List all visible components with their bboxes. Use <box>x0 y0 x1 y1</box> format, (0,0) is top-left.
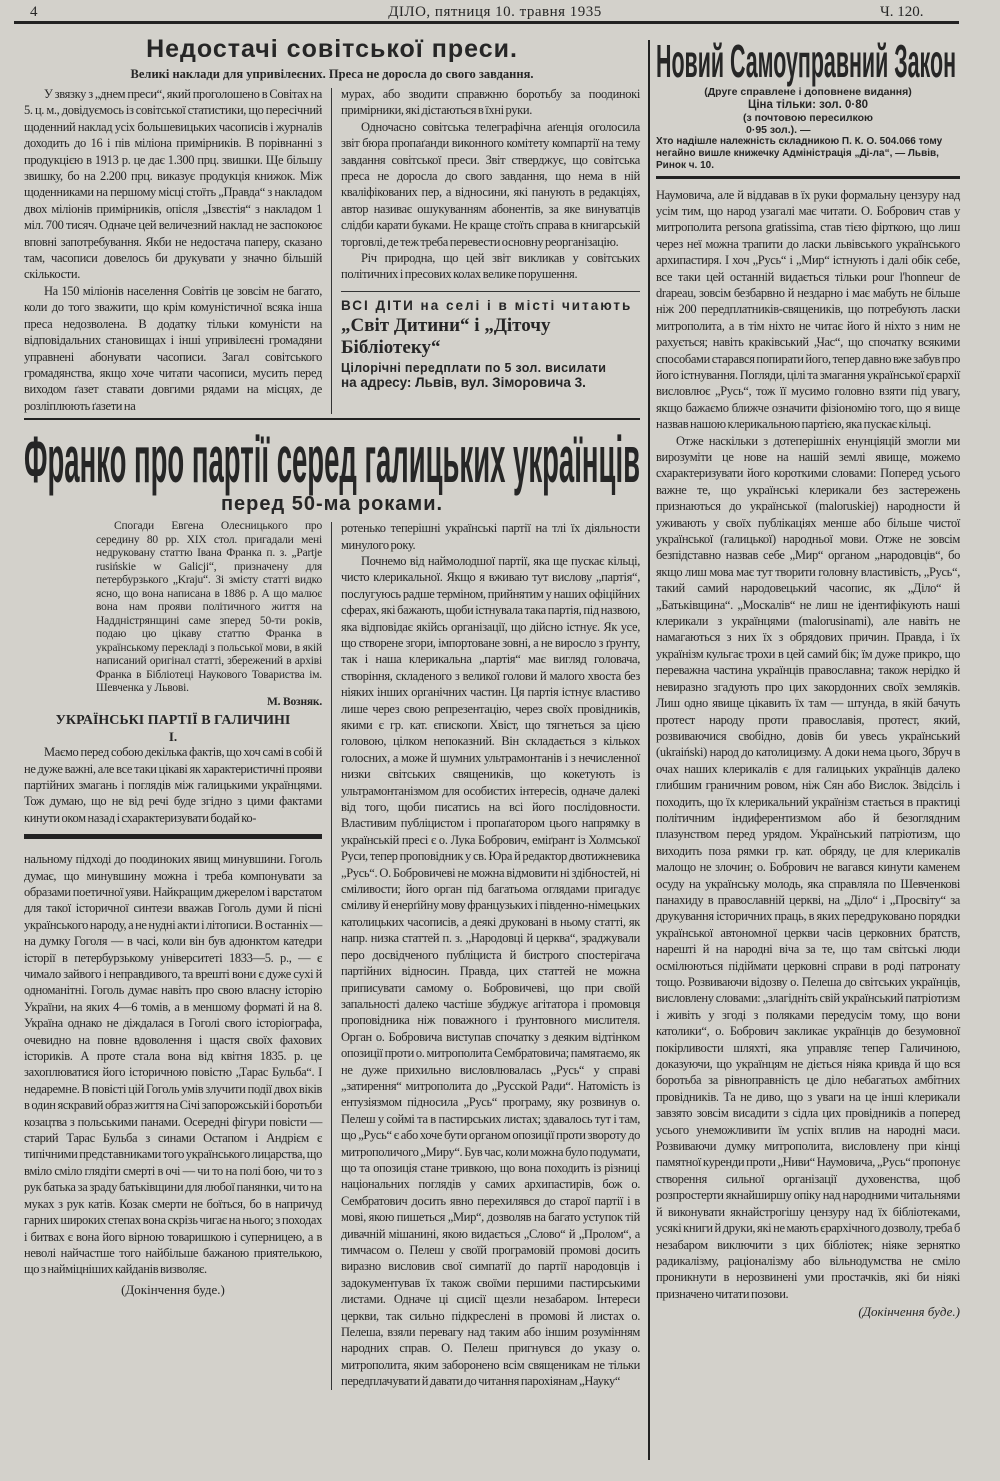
lower-left-stack <box>24 520 322 1298</box>
continued-note-left: (Докінчення буде.) <box>121 1281 225 1297</box>
ad-law-title-box <box>656 36 960 86</box>
section-text-box <box>24 744 322 826</box>
section-text: Маємо перед собою декілька фактів, що хоч самі в собі й не дуже важні, але все таки цікаві як характеристичні прояви партійних змагань і поглядів між галицькими українцями. Тож думаю, що не від речі буде згідно з цими фактами кинути оком назад і схарактеризувати бодай ко- <box>24 745 322 825</box>
masthead-rule <box>14 21 959 24</box>
article2-subtitle: перед 50-ма роками. <box>220 493 444 516</box>
paragraph: Річ природна, що цей звіт викликав у совітських політичних і пресових колах велике порушення. <box>341 251 640 282</box>
left-block <box>24 34 640 1390</box>
paragraph: Наумовича, але й віддавав в їх руки формальну цензуру над усім тим, що народ узагалі має читати. О. Бобрович став у митрополита persona gratissima, став тією фірткою, що лиш через неї можна трапити до ласки львівського українського архипастиря. І хоч „Русь“ і „Мир“ істнують і далі обік себе, все таки цей останній видається тільки pour l'honneur de drapeau, зовсім безбарвно й нездарно і має мабуть не більше ніж 200 передплатників-священиків, що потребують ласки митрополита, а в тім ніхто не читає його й ніхто з ним не рахується; навіть краківський „Час“, що спочатку всякими способами старався попирати його, тепер давно вже забув про його істнування. Погляди, цілі та змагання української єрархії висловлює „Русь“, тож її мусимо головно взяти під увагу, якщо бажаємо ближче означити фізіономію того, що я вище назвав нашою клерикальною партією, яка пускає кільці. <box>656 187 960 432</box>
article2-column3 <box>656 187 960 1303</box>
article2-intro <box>96 520 322 709</box>
ad-law-postage-amount: 0·95 зол.). — <box>746 123 811 136</box>
ad-line3: Цілорічні передплати по 5 зол. висилати <box>341 360 607 375</box>
article2-body <box>24 520 640 1390</box>
column-divider-lower <box>331 522 332 1390</box>
article1-column2 <box>341 86 640 283</box>
article2-title-box <box>24 422 640 497</box>
paragraph: Одночасно совітська телеграфічна аґенція оголосила звіт бюра пропаґанди виконного комітету компартії на тему завдання совітської преси. Звіт стверджує, що совітська преса не доросла до свого завдання, що нема в ній кваліфікованих пер, а відносини, які панують в редакціях, автор називає ошукуванням абонентів, за яке винуватців слідби карати буками. Не краще стоїть справа в книгарській торговлі, де теж треба перевести основну реорганізацію. <box>341 119 640 249</box>
ad-law-title: Новий Самоуправний Закон <box>656 35 956 87</box>
article1-title: Недостачі совітської преси. <box>146 35 518 63</box>
article2-column2 <box>341 520 640 1390</box>
article2-title: Франко про партії серед галицьких українців <box>24 422 640 497</box>
masthead-title: ДІЛО, пятниця 10. травня 1935 <box>388 4 602 20</box>
page-number: 4 <box>30 4 38 20</box>
paragraph: нальному підході до поодиноких явищ минувшини. Гоголь думає, що минувшину можна і треба компонувати за образами поетичної уяви. Найкращим джерелом і варстатом для такої історичної синтези вважав Гоголь думи й пісні українського народу, а не нудні акти і літописи. В останніх — на думку Гоголя — в часі, коли він був адюнктом катедри історії в петербурзькому університеті 1833—5. р., — є чимало зайвого і неправдивого, та врешті вони є дуже сухі й одноманітні. Гоголь думає навіть про свою власну історію України, на яких 4—6 томів, а в меншому форматі й на 8. Україна однако не діждалася в Гоголі свого історіографа, очевидно на повне вдоволення і щастя своїх фахових істориків. А проте стала вона від квітня 1835. р. це захоплюватися його історичною повістю „Тарас Бульба“. І недаремне. В повісті цій Гоголь умів злучити події двох віків в один яскравий образ життя на Січі запорожській і боротьби козацтва з польськими панами. Осередні фігури повісти — старий Тарас Бульба з синами Остапом і Андрієм є типічними представниками того українського лицарства, що вміло сміло глядіти смерті в очі — чи то на полі бою, чи то з рук батька за зраду батьківщини для любої панянки, чи то на муках з рук катів. Козак смерти не боїться, бо в напричуд гарних широких степах вона скрізь чигає на нього; з походах і битвах є вона його вірною товаришкою і суперницею, а в неволі найчастше того найбільше бажаною приятелькою, що з найміцніших кайданів визволяє. <box>24 852 322 1277</box>
article1-column1 <box>24 86 322 414</box>
continued-note-right: (Докінчення буде.) <box>858 1304 960 1320</box>
article1-subtitle: Великі наклади для упривілеєних. Преса не доросла до свого завдання. <box>130 67 534 81</box>
paragraph: ротенько теперішні українські партії на тлі їх діяльности минулого року. <box>341 521 640 552</box>
paragraph: Почнемо від наймолодшої партії, яка ще пускає кільці, чисто клерикальної. Якщо я вживаю тут вислову „партія“, послугуюсь радше терміном, прийнятим у наших офіційних сферах, які бажають, щоби істнувала така партія, під назвою, яка відповідає якійсь організації, що дійсно істнує. Як усе, що створене згори, імпортоване зовні, а не виросло з ґрунту, так і наша клерикальна „партія“ має вигляд головача, створіння, складеного з великої голови й малого хвоста без ніяких інших органічних частин. Ця партія істнує властиво лише через свою репрезентацію, через своїх провідників, якими є гр. кат. єпископи. Хвіст, що тягнеться за цією головою, цілком непоказний. Він складається з кількох голосних, а може й шумних ультрамонтанів і з нечисленної низки світських священиків, що кокетують із ультрамонтанізмом для особистих інтересів, одначе далекі від того, щоби писатись на всі його послідовности. Властивим публіцистом і пропаґатором цього напрямку в українській пресі є о. Лука Бобрович, еміґрант із Холмської Руси, тепер проповідник у св. Юра й редактор двотижневика „Русь“. О. Бобровичеві не можна відмовити ні здібностей, ні сміливости; його орган під багатьома оглядами пригадує сміливу й енерґійну мову французьких і південно-німецьких католицьких часописів, а деякі друковані в ньому статті, як напр. низка статтей п. з. „Народовці й церква“, зраджували перо досвідченого публіциста й бистрого спостерігача партійних відносин. Правда, цих статтей не можна приписувати самому о. Бобровичеві, що при своїй запальності далеко частіше збуджує агітатора і промовця проповідника ніж поважного і ґрунтовного мислителя. Орган о. Бобровича виступав спочатку з деяким відтінком опозиції проти о. митрополита Сембратовича; памятаємо, як не дуже прихильно висловлювалась „Русь“ у справі „затирення“ митрополита до „Русской Ради“. Натомість із ентузіязмом підносила „Русь“ програму, яку розвинув о. Пелеш у соймі та в пастирських листах; здавалось тут і там, що „Русь“ є або хоче бути органом опозиції проти звороту до митрополичого „Миру“. Був час, коли можна було подумати, що та опозиція стане тривкою, що вона походить із різниці національних поглядів у самих архипастирів, бож о. Сембратович досить явно перехилявся до старої партії і в мові, якою пишеться „Мир“, дозволяв на багато уступок тій дивачній мішанині, якою видається „Слово“ й „Пролом“, а тимчасом о. Пелеш у своїй програмовій промові досить виразно висловив свої симпатії до партії народовців і задокументував їх також своїми першими пастирськими листами. Одначе ці сцисії щезли незабаром. Інтереси церкви, так сильно підкреслені в промові й листах о. Пелеша, взяли перевагу над таким або іншим розумінням народних справ. О. Пелеш пригнувся до указу о. митрополита, яким заборонено всім священикам не тільки передплачувати й давати до читання парохіянам „Науку“ <box>341 553 640 1389</box>
ad-children-magazines <box>341 291 640 390</box>
ad-law-rule <box>656 176 960 179</box>
section-number: I. <box>168 729 178 745</box>
column-divider <box>331 88 332 414</box>
issue-number: Ч. 120. <box>880 4 924 20</box>
ad-law-price: Ціна тільки: зол. 0·80 <box>747 98 869 111</box>
intro-signature: М. Возняк. <box>267 695 322 708</box>
section-rule <box>24 418 640 420</box>
feuilleton-rule <box>24 834 322 839</box>
ad-line2: „Світ Дитини“ і „Діточу Бібліотеку“ <box>341 314 551 358</box>
column-divider-right <box>648 40 650 1460</box>
article1-body <box>24 86 640 414</box>
article3-column1 <box>24 851 322 1278</box>
right-block <box>656 36 960 1320</box>
ad-law-edition: (Друге справлене і доповнене видання) <box>704 86 912 98</box>
paragraph: На 150 міліонів населення Совітів це зовсім не багато, коли до того зважити, що крім комуністичної всяка інша преса недозволена. В додатку тільки комуністи на відповідальних становищах і інші упривілеєні громадяни управнені абонувати часописи. Загал совітського громадянства, якщо хоче читати часописи, мусить перед виходом ґазет ставати довгими рядами на місцях, де розліплюють ґазети на <box>24 283 322 413</box>
ad-line1: ВСІ ДІТИ на селі і в місті читають <box>341 297 633 313</box>
ad-law-order-info: Хто надішле належність складникою П. К. О. 504.066 тому негайно вишле книжечку Адміністрація „Ді-ла“, — Львів, Ринок ч. 10. <box>656 135 943 171</box>
article1-right-stack <box>341 86 640 390</box>
ad-law-postage: (з почтовою пересилкою <box>742 111 873 124</box>
paragraph: У звязку з „днем преси“, який проголошено в Совітах на 5. ц. м., довідуємось із совітської статистики, що пересічний щоденний наклад усіх большевицьких часописів і журналів доходить до 16 і пів міліона примірників. В порівнанні з продукцією в 1913 р. це дає 1.300 прц. звишки. Ще більшу звишку, бо на 2.200 прц. виказує продукція книжок. Між щоденниками на першому місці стоїть „Правда“ з накладом двох міліонів примірників, опісля „Ізвєстія“ з накладом 1 міл. 700 тисяч. Одначе цей величезний наклад не заспокоює вповні запотребування. Якби не недостача паперу, сказано там, часописи довелось би друкувати у значно більшій скількости. <box>24 87 322 282</box>
paragraph: Отже наскільки з дотеперішніх енунціяцій змогли ми вирозуміти це нове на нашій землі явище, можемо схарактеризувати його короткими словами: Поперед усього важне те, що українські клерикали без застережень признаються до української (maloruskiej) народности й уживають у своїх публікаціях менше або більше чистої української (галицької) народньої мови. Отже не зовсім безпідставно назвав себе „Мир“ органом „народовців“, бо якщо лиш мова має тут творити головну властивість, „Русь“, такий самий народовецький часопис, як „Діло“ й „Батьківщина“. „Москалів“ не лиш не ідентифікують наші клерикали з українцями (malorusinami), але навіть не намагаються з них їх з обрядових причин. Правда, і їх українізм кульгає трохи в цей самий бік; їм дуже прикро, що переважна частина українців православна; також нерідко й невиразно згадують про цих закордонних своїх земляків. Лиш одно явище цікавить їх там — штунда, в якій бачуть протест народу проти православія, протест, який, розвиваючися свобідно, довів би увесь український (ukraiński) народ до католицизму. А доки нема цього, Збруч в очах наших клерикалів є для галицьких українців далеко глибшим граничним ровом, ніж Сян або Вислок. Звідсіль і походить, що їх клерикальний українізм стається в практиці політичним індиферентизмом або й безоглядним плазунством перед урядом. Український патріотизм, що виходить поза рямки гр. кат. обряду, це для клерикалів малощо не злочин; о. Бобрович не вагався кинути каменем осуду на українську молодь, яка справляла по Шевченкові панахиду в православній церкві, на „Діло“ і „Просвіту“ за друкування історичних праць, в яких передруковано порядки української автономної церкви часів церковних братств, нарешті й на народні віча за те, що там світські люди осмілюються підіймати церковні справи в роді патронату тощо. Розвиваючи відозву о. Пелеша до світських українців, висловлену словами: „злагідніть свій український патріотизм і живіть у згоді з поляками передусім тому, що вони католики“, о. Бобрович закликає українців до безумовної покірливости шляхті, яка управляє тепер Галичиною, доказуючи, що українцям не діється ніяка кривда й що вся боротьба за рівноправність це діло небагатьох амбітних провідників. Та не диво, що з уваги на це інші клерикали завзято зовсім висадити з сідла цих провідників а поперед усього унеможливити їм успіх вплив на народні маси. Розвиваючи думку митрополита, висловлену при кінці памятної куренди проти „Ниви“ Наумовича, „Русь“ пропонує створення сильної організації духовенства, щоб розпростерти якнайширшу опіку над народними читальнями й виконувати якнайстрогішу цензуру над їх бібліотеками, усякі книги й друки, які не мають єрархічного дозволу, треба б незабаром виключити з цих бібліотек; ніяке зернятко радикалізму, раціоналізму або вільнодумства не сміло проникнути в нерозвинені уми простачків, які би ніякі призначено читати позови. <box>656 433 960 1301</box>
intro-text: Спогади Евгена Олесницького про середину 80 рр. XIX стол. пригадали мені недруковану статтю Івана Франка п. з. „Partje rusińskie w Galicji“, призначену для петербурзького „Kraju“. Зі змісту статті видко ясно, що вона написана в 1886 р. А що малює вона нам прояви політичного життя на Наддністрянщині саме зперед 50-ти років, подаю цю цікаву статтю Франка в українському перекладі з польської мови, в якій написаний оригінал статті, збережений в архіві Франка в Бібліотеці Наукового Товариства ім. Шевченка у Львові. <box>96 520 322 695</box>
ad-line4: на адресу: Львів, вул. Зіморовича 3. <box>341 374 586 390</box>
paragraph: мурах, або зводити справжню боротьбу за поодинокі примірники, які дістаються в їхні руки. <box>341 87 640 118</box>
section-heading: УКРАЇНСЬКІ ПАРТІЇ В ГАЛИЧИНІ <box>55 713 291 729</box>
